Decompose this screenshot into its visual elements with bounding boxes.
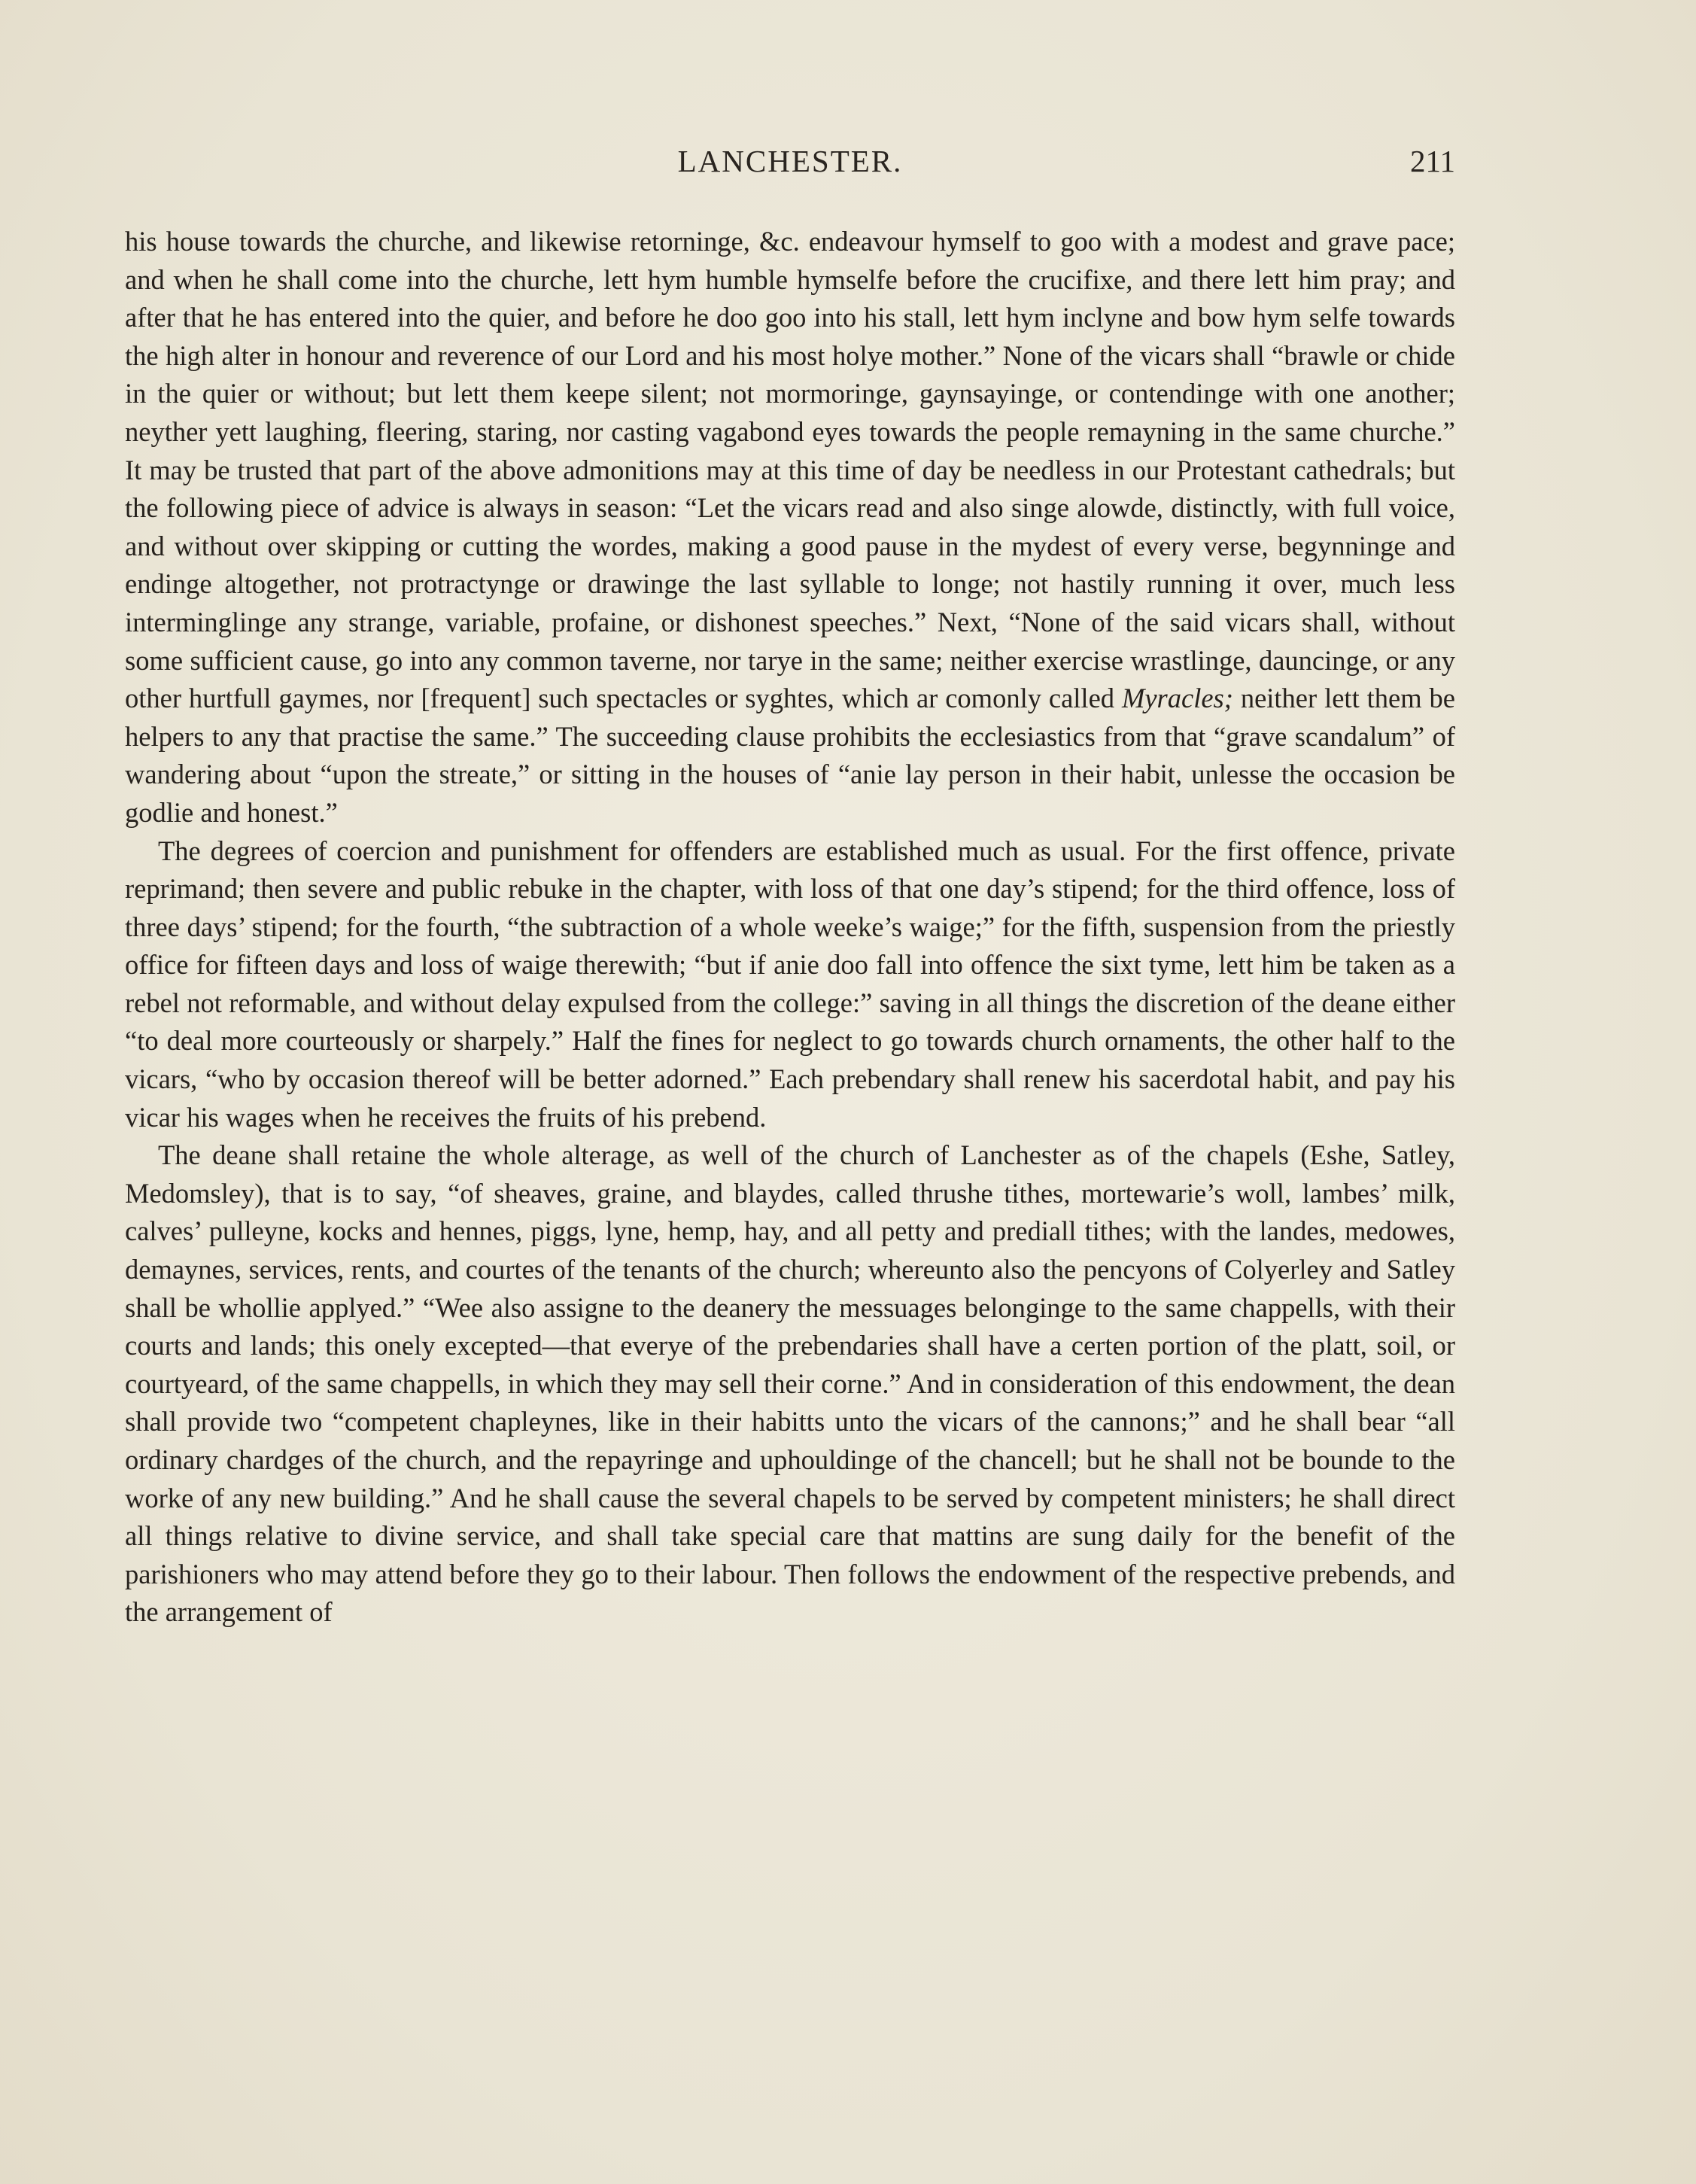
paragraph-1 [125,223,1455,832]
paragraph-3: The deane shall retaine the whole alterage, as well of the church of Lanchester as of the chapels (Eshe, Satley, Medomsley), that is to say, “of sheaves, graine, and blaydes, called thrushe tithes, mortewarie’s woll, lambes’ milk, calves’ pulleyne, kocks and hennes, piggs, lyne, hemp, hay, and all petty and prediall tithes; with the landes, medowes, demaynes, services, rents, and courtes of the tenants of the church; whereunto also the pencyons of Colyerley and Satley shall be whollie applyed.” “Wee also assigne to the deanery the messuages belonginge to the same chappells, with their courts and lands; this onely excepted—that everye of the prebendaries shall have a certen portion of the platt, soil, or courtyeard, of the same chappells, in which they may sell their corne.” And in consideration of this endowment, the dean shall provide two “competent chapleynes, like in their habitts unto the vicars of the cannons;” and he shall bear “all ordinary chardges of the church, and the repayringe and uphouldinge of the chancell; but he shall not be bounde to the worke of any new building.” And he shall cause the several chapels to be served by competent ministers; he shall direct all things relative to divine service, and shall take special care that mattins are sung daily for the benefit of the parishioners who may attend before they go to their labour. Then follows the endowment of the respective prebends, and the arrangement of [125,1139,1455,1628]
paragraph-2: The degrees of coercion and punishment for offenders are established much as usual. For the first offence, private reprimand; then severe and public rebuke in the chapter, with loss of that one day’s stipend; for the third offence, loss of three days’ stipend; for the fourth, “the subtraction of a whole weeke’s waige;” for the fifth, suspension from the priestly office for fifteen days and loss of waige therewith; “but if anie doo fall into offence the sixt tyme, lett him be taken as a rebel not reformable, and without delay expulsed from the college:” saving in all things the discretion of the deane either “to deal more courteously or sharpely.” Half the fines for neglect to go towards church ornaments, the other half to the vicars, “who by occasion thereof will be better adorned.” Each prebendary shall renew his sacerdotal habit, and pay his vicar his wages when he receives the fruits of his prebend. [125,835,1455,1133]
body-text [125,223,1455,1632]
running-title: LANCHESTER. [677,144,903,178]
paragraph-1-text-a: his house towards the churche, and likewise retorninge, &c. endeavour hymself to goo with a modest and grave pace; and when he shall come into the churche, lett hym humble hymselfe before the crucifixe, and there lett him pray; and after that he has entered into the quier, and before he doo goo into his stall, lett hym inclyne and bow hym selfe towards the high alter in honour and reverence of our Lord and his most holye mother.” None of the vicars shall “brawle or chide in the quier or without; but lett them keepe silent; not mormoringe, gaynsayinge, or contendinge with one another; neyther yett laughing, fleering, staring, nor casting vagabond eyes towards the people remayning in the same churche.” It may be trusted that part of the above admonitions may at this time of day be needless in our Protestant cathedrals; but the following piece of advice is always in season: “Let the vicars read and also singe alowde, distinctly, with full voice, and without over skipping or cutting the wordes, making a good pause in the mydest of every verse, begynninge and endinge altogether, not protractynge or drawinge the last syllable to longe; not hastily running it over, much less interminglinge any strange, variable, profaine, or dishonest speeches.” Next, “None of the said vicars shall, without some sufficient cause, go into any common taverne, nor tarye in the same; neither exercise wrastlinge, dauncinge, or any other hurtfull gaymes, nor [frequent] such spectacles or syghtes, which ar comonly called [125,226,1455,714]
running-head [125,143,1455,188]
paragraph-1-text-b: neither lett them be helpers to any that practise the same.” The succeeding clause prohibits the ecclesiastics from that “grave scandalum” of wandering about “upon the streate,” or sitting in the houses of “anie lay person in their habit, unlesse the occasion be godlie and honest.” [125,683,1455,828]
page-number: 211 [1410,144,1455,178]
paragraph-1-italic: Myracles; [1121,683,1233,714]
